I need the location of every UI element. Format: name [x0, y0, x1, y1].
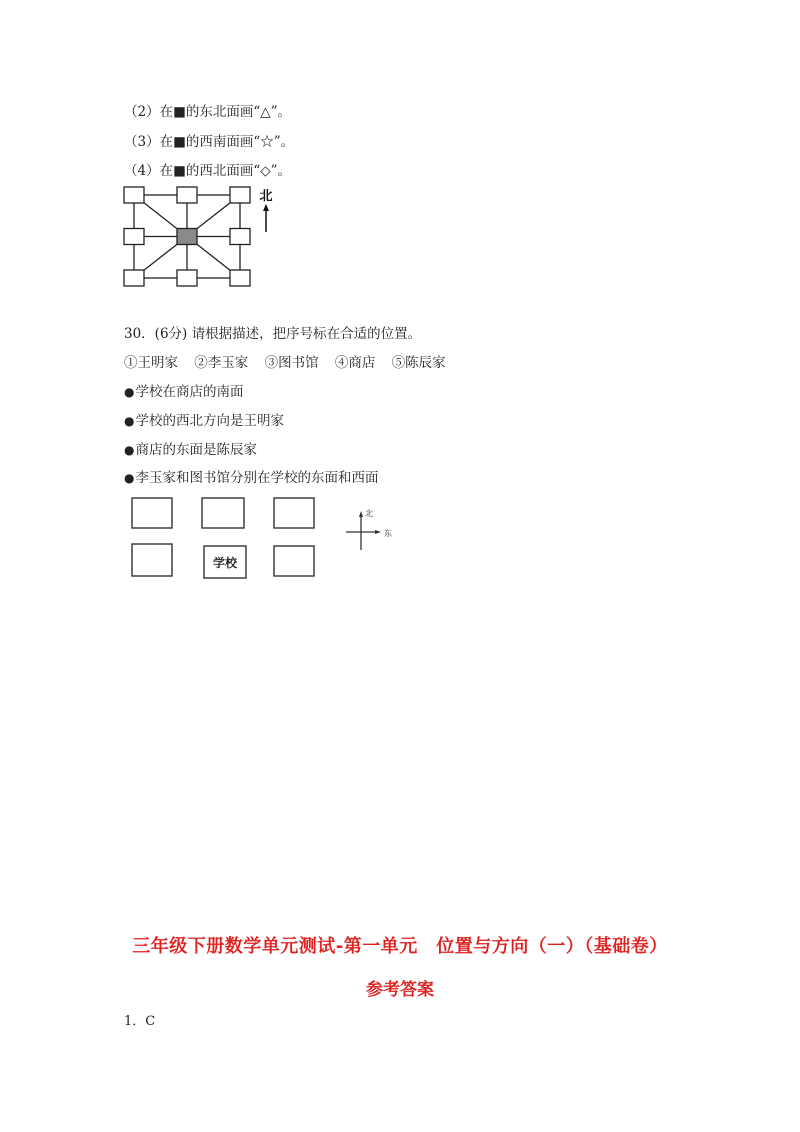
- question-2: （2）在■的东北面画“△”。: [124, 104, 292, 120]
- grid-box-e: [230, 229, 250, 245]
- grid-box-w: [124, 229, 144, 245]
- bullet-icon: ●: [124, 385, 135, 399]
- direction-grid-figure: [120, 184, 285, 292]
- option-3: ③图书馆: [264, 355, 319, 371]
- clue-2: ●学校的西北方向是王明家: [124, 413, 284, 429]
- place-options: [124, 351, 458, 371]
- clue-1: ●学校在商店的南面: [124, 384, 244, 400]
- school-map-figure: [124, 492, 414, 587]
- question-30-header: 30．(6分) 请根据描述，把序号标在合适的位置。: [124, 326, 422, 342]
- clue-3: ●商店的东面是陈辰家: [124, 442, 257, 458]
- option-2: ②李玉家: [194, 355, 249, 371]
- answer-1: 1．C: [124, 1014, 156, 1029]
- grid-box-ne: [230, 187, 250, 203]
- map-box-top-right: [274, 498, 314, 528]
- bullet-icon: ●: [124, 414, 135, 428]
- answer-section-subtitle: 参考答案: [366, 980, 434, 1000]
- question-3: （3）在■的西南面画“☆”。: [124, 134, 295, 150]
- bullet-icon: ●: [124, 443, 135, 457]
- grid-box-n: [177, 187, 197, 203]
- option-1: ①王明家: [124, 355, 178, 371]
- bullet-icon: ●: [124, 471, 135, 485]
- north-arrowhead-icon: [263, 204, 269, 211]
- map-box-top-middle: [202, 498, 244, 528]
- compass-north-arrow-icon: [359, 511, 363, 517]
- map-box-top-left: [132, 498, 172, 528]
- school-label: 学校: [212, 556, 238, 570]
- grid-box-se: [230, 270, 250, 286]
- question-4: （4）在■的西北面画“◇”。: [124, 163, 292, 179]
- clue-4: ●李玉家和图书馆分别在学校的东面和西面: [124, 470, 379, 486]
- center-filled-square: [177, 229, 197, 245]
- grid-box-s: [177, 270, 197, 286]
- compass-north-label: 北: [365, 509, 373, 518]
- compass-east-arrow-icon: [375, 530, 381, 534]
- grid-box-nw: [124, 187, 144, 203]
- map-box-bottom-right: [274, 546, 314, 576]
- grid-box-sw: [124, 270, 144, 286]
- option-5: ⑤陈辰家: [391, 355, 446, 371]
- map-box-bottom-left: [132, 544, 172, 576]
- compass-east-label: 东: [384, 529, 392, 538]
- north-label: 北: [259, 189, 273, 204]
- answer-section-title: 三年级下册数学单元测试-第一单元 位置与方向（一）（基础卷）: [132, 936, 668, 957]
- option-4: ④商店: [334, 355, 376, 371]
